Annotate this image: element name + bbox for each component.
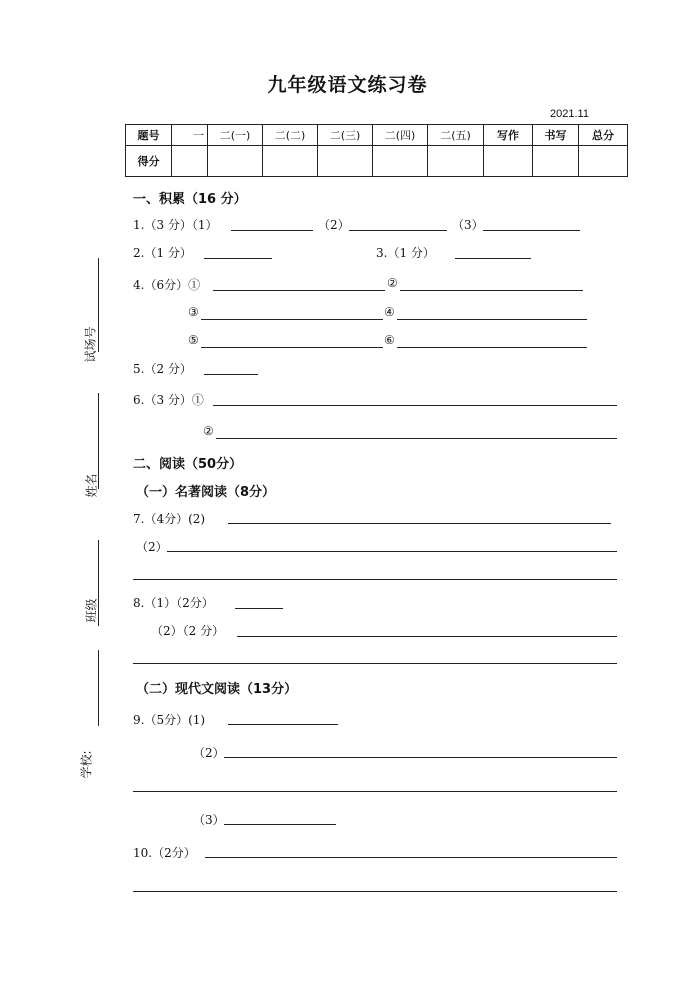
answer-line[interactable]	[201, 347, 383, 348]
score-cell[interactable]	[318, 146, 373, 177]
answer-line[interactable]	[349, 230, 447, 231]
header-cell: 总分	[579, 125, 628, 146]
question-5-label: 5.（2 分）	[133, 362, 192, 376]
header-cell: 二(二)	[263, 125, 318, 146]
score-table	[125, 124, 628, 177]
question-7-sub-2: （2）	[136, 540, 168, 554]
answer-line[interactable]	[397, 347, 587, 348]
answer-line[interactable]	[133, 891, 617, 892]
question-9-label: 9.（5分）(1)	[133, 713, 206, 727]
question-9-part-3: （3）	[193, 813, 225, 827]
score-header-row	[126, 125, 628, 146]
header-cell: 写作	[484, 125, 533, 146]
header-cell: 书写	[533, 125, 579, 146]
score-cell[interactable]	[533, 146, 579, 177]
score-cell[interactable]	[263, 146, 318, 177]
score-cell[interactable]	[484, 146, 533, 177]
exam-date: 2021.11	[550, 108, 589, 120]
question-6-label: 6.（3 分）①	[133, 393, 204, 407]
header-cell: 二(五)	[428, 125, 484, 146]
question-7-label: 7.（4分）(2)	[133, 512, 206, 526]
answer-line[interactable]	[205, 857, 617, 858]
answer-line[interactable]	[133, 579, 617, 580]
answer-line[interactable]	[455, 258, 531, 259]
score-cell[interactable]	[579, 146, 628, 177]
answer-line[interactable]	[213, 405, 617, 406]
answer-line[interactable]	[224, 757, 617, 758]
question-8-part-2: （2）（2 分）	[151, 624, 225, 638]
question-3-label: 3.（1 分）	[376, 246, 435, 260]
side-label-school: 学校:	[79, 750, 94, 779]
question-1-part-2: （2）	[318, 218, 350, 232]
header-cell: 二(一)	[208, 125, 263, 146]
subsection-heading: （二）现代文阅读（13分）	[136, 682, 298, 697]
answer-line[interactable]	[133, 791, 617, 792]
side-label-class: 班级	[84, 598, 99, 623]
answer-line[interactable]	[204, 258, 272, 259]
answer-line[interactable]	[231, 230, 313, 231]
header-cell: 题号	[126, 125, 172, 146]
question-4-choice-4: ④	[384, 305, 395, 319]
answer-line[interactable]	[237, 636, 617, 637]
subsection-heading: （一）名著阅读（8分）	[136, 485, 276, 500]
answer-line[interactable]	[133, 663, 617, 664]
question-8-part-1: 8.（1）（2分）	[133, 596, 214, 610]
page-title: 九年级语文练习卷	[267, 74, 428, 96]
score-cell[interactable]	[428, 146, 484, 177]
question-4-choice-6: ⑥	[384, 333, 395, 347]
side-line-school	[98, 650, 99, 726]
question-4-choice-5: ⑤	[188, 333, 199, 347]
header-cell: 二(三)	[318, 125, 373, 146]
question-1-part-3: （3）	[452, 218, 484, 232]
side-label-exam-room: 试场号	[83, 326, 98, 363]
side-label-name: 姓名	[84, 473, 99, 498]
answer-line[interactable]	[483, 230, 580, 231]
score-cell[interactable]	[373, 146, 428, 177]
question-9-part-2: （2）	[193, 746, 225, 760]
question-10-label: 10.（2分）	[133, 846, 196, 860]
question-1-label: 1.（3 分）（1）	[133, 218, 218, 232]
answer-line[interactable]	[204, 374, 258, 375]
question-4-choice-2: ②	[387, 276, 398, 290]
question-2-label: 2.（1 分）	[133, 246, 192, 260]
answer-line[interactable]	[167, 551, 617, 552]
answer-line[interactable]	[235, 608, 283, 609]
section-heading: 一、积累（16 分）	[133, 192, 247, 207]
question-4-label: 4.（6分）①	[133, 278, 201, 292]
header-cell: 二(四)	[373, 125, 428, 146]
score-value-row	[126, 146, 628, 177]
answer-line[interactable]	[397, 319, 587, 320]
answer-line[interactable]	[201, 319, 383, 320]
question-4-choice-3: ③	[188, 305, 199, 319]
score-cell[interactable]	[172, 146, 208, 177]
answer-line[interactable]	[228, 523, 611, 524]
question-6-choice-2: ②	[203, 424, 214, 438]
score-row-label: 得分	[126, 146, 172, 177]
answer-line[interactable]	[224, 824, 336, 825]
answer-line[interactable]	[213, 290, 385, 291]
section-heading: 二、阅读（50分）	[133, 457, 243, 472]
answer-line[interactable]	[228, 724, 338, 725]
answer-line[interactable]	[400, 290, 583, 291]
score-cell[interactable]	[208, 146, 263, 177]
header-cell: 一	[172, 125, 208, 146]
answer-line[interactable]	[216, 438, 617, 439]
